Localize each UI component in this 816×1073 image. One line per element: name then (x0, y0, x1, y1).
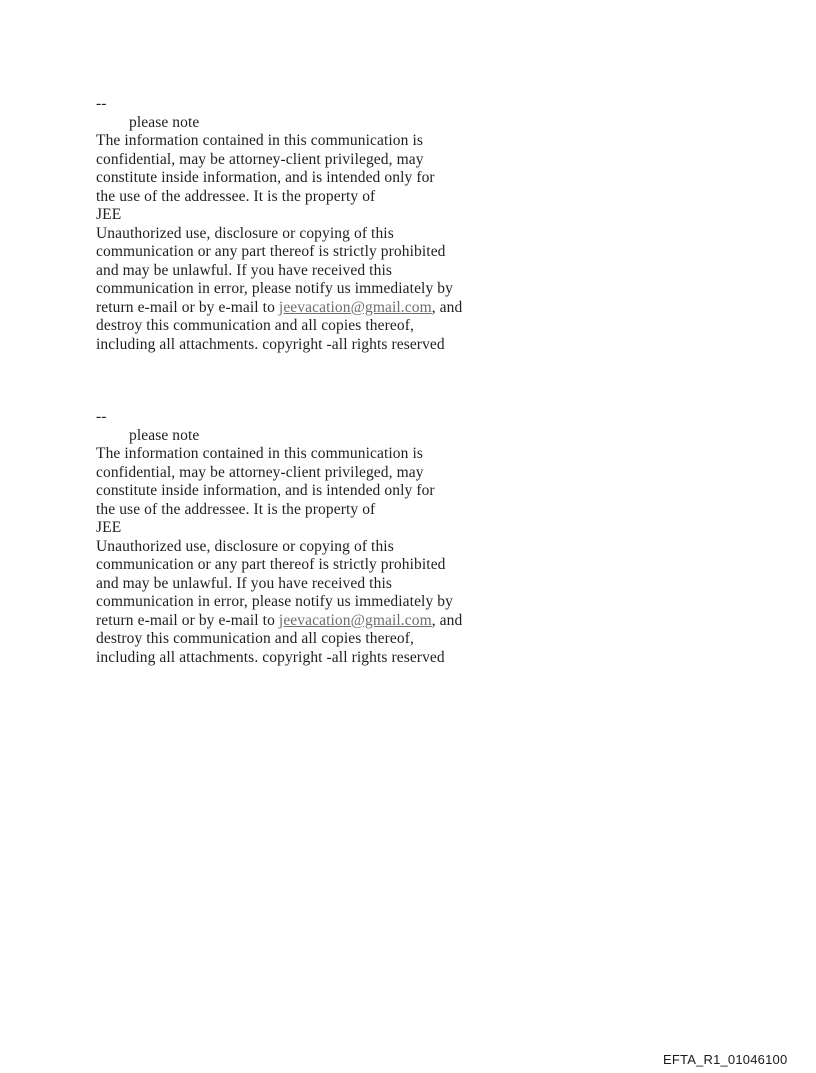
disclaimer-line: JEE (96, 206, 122, 223)
disclaimer-line: and may be unlawful. If you have received this (96, 574, 392, 592)
disclaimer-line: Unauthorized use, disclosure or copying of this (96, 537, 394, 555)
signature-separator: -- (96, 408, 107, 425)
please-note-label: please note (129, 426, 200, 444)
email-link[interactable]: jeevacation@gmail.com (278, 611, 432, 629)
email-disclaimer-block-2 (96, 408, 486, 667)
disclaimer-line: confidential, may be attorney-client privileged, may (96, 150, 424, 168)
disclaimer-line: Unauthorized use, disclosure or copying of this (96, 224, 394, 242)
disclaimer-line: communication in error, please notify us immediately by (96, 280, 453, 297)
disclaimer-line: confidential, may be attorney-client privileged, may (96, 463, 424, 481)
disclaimer-line: The information contained in this communication is (96, 132, 423, 149)
disclaimer-line: The information contained in this communication is (96, 445, 423, 462)
disclaimer-line: destroy this communication and all copies thereof, (96, 630, 414, 647)
disclaimer-line: communication in error, please notify us immediately by (96, 593, 453, 610)
disclaimer-line: communication or any part thereof is strictly prohibited (96, 243, 446, 260)
disclaimer-line: the use of the addressee. It is the property of (96, 187, 376, 205)
disclaimer-line: JEE (96, 519, 122, 536)
bates-number: EFTA_R1_01046100 (663, 1052, 788, 1067)
disclaimer-line: constitute inside information, and is intended only for (96, 169, 435, 186)
disclaimer-line: communication or any part thereof is strictly prohibited (96, 556, 446, 573)
please-note-label: please note (129, 113, 200, 131)
disclaimer-line: constitute inside information, and is intended only for (96, 482, 435, 499)
link-line-prefix: return e-mail or by e-mail to (96, 611, 279, 629)
link-line-prefix: return e-mail or by e-mail to (96, 298, 279, 316)
disclaimer-line-with-link (96, 612, 486, 631)
disclaimer-line: including all attachments. copyright -all rights reserved (96, 335, 445, 353)
email-link[interactable]: jeevacation@gmail.com (278, 298, 432, 316)
disclaimer-line: including all attachments. copyright -all rights reserved (96, 648, 445, 666)
link-line-suffix: , and (431, 611, 463, 629)
link-line-suffix: , and (431, 298, 463, 316)
disclaimer-line: destroy this communication and all copies thereof, (96, 317, 414, 334)
email-disclaimer-block-1 (96, 95, 486, 354)
disclaimer-line: the use of the addressee. It is the property of (96, 500, 376, 518)
disclaimer-line-with-link (96, 299, 486, 318)
signature-separator: -- (96, 95, 107, 112)
disclaimer-line: and may be unlawful. If you have received this (96, 261, 392, 279)
